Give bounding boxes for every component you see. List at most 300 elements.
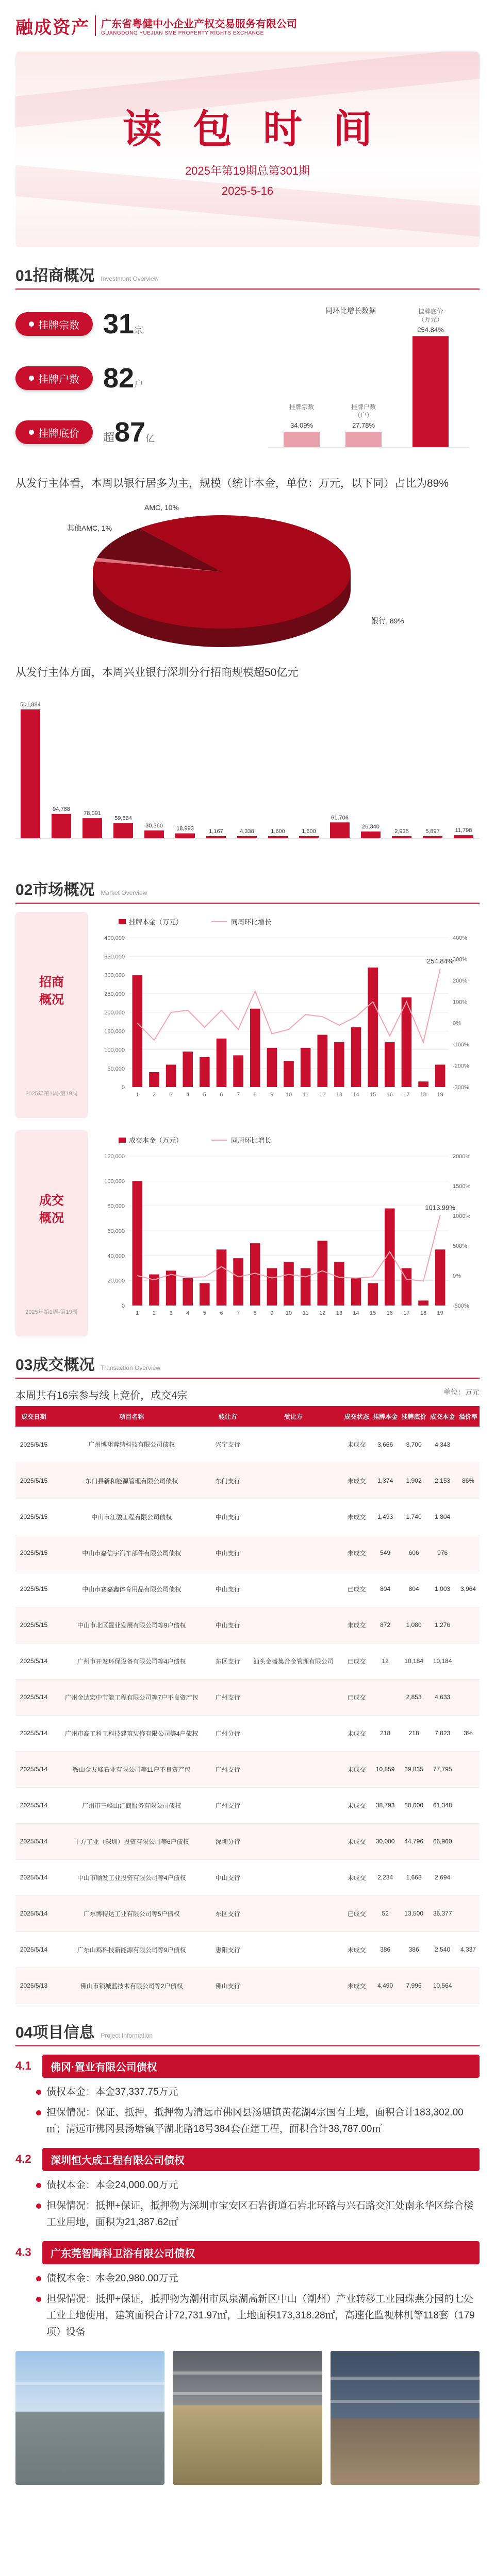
table-cell: 3,964 bbox=[457, 1571, 480, 1607]
kpi-label: 挂牌户数 bbox=[38, 374, 79, 385]
table-cell: 中山市江骏工程有限公司债权 bbox=[52, 1499, 211, 1535]
table-cell: 未成交 bbox=[342, 1787, 371, 1823]
table-cell: 1,493 bbox=[371, 1499, 400, 1535]
y-tick-right: -500% bbox=[453, 1303, 469, 1309]
y-tick-right: 0% bbox=[453, 1273, 461, 1279]
issuer-bar-label: 1,167 bbox=[209, 828, 223, 835]
table-cell: 1,804 bbox=[428, 1499, 457, 1535]
table-row bbox=[15, 1463, 480, 1499]
table-cell: 已成交 bbox=[342, 1679, 371, 1715]
table-cell bbox=[244, 1571, 342, 1607]
table-cell: 30,000 bbox=[400, 1787, 428, 1823]
table-cell: 66,960 bbox=[428, 1823, 457, 1859]
y-tick-right: -200% bbox=[453, 1063, 469, 1070]
table-cell bbox=[244, 1859, 342, 1895]
market-row-listing bbox=[15, 912, 480, 1118]
x-tick: 3 bbox=[169, 1310, 173, 1316]
table-cell bbox=[244, 1499, 342, 1535]
market-bar bbox=[133, 975, 143, 1088]
market-bar bbox=[418, 1081, 428, 1087]
table-cell: 中山市嘉信宇汽车部件有限公司债权 bbox=[52, 1535, 211, 1571]
table-cell: 10,859 bbox=[371, 1751, 400, 1787]
x-tick: 11 bbox=[302, 1092, 309, 1098]
annotation: 254.84% bbox=[427, 957, 454, 965]
table-cell: 2025/5/15 bbox=[15, 1535, 52, 1571]
table-row bbox=[15, 1787, 480, 1823]
table-cell: 未成交 bbox=[342, 1499, 371, 1535]
y-tick-right: -300% bbox=[453, 1084, 469, 1091]
logo-en: GUANGDONG YUEJIAN SME PROPERTY RIGHTS EXCHANGE bbox=[101, 30, 264, 36]
y-tick-right: 1500% bbox=[453, 1183, 471, 1190]
table-cell bbox=[244, 1463, 342, 1499]
table-cell: 2025/5/14 bbox=[15, 1859, 52, 1895]
market-bar bbox=[368, 1283, 378, 1306]
table-cell: 1,668 bbox=[400, 1859, 428, 1895]
table-cell: 中山支行 bbox=[211, 1859, 244, 1895]
table-cell: 872 bbox=[371, 1607, 400, 1643]
table-cell: 未成交 bbox=[342, 1607, 371, 1643]
table-cell: 中山市顺发工业投资有限公司等4户债权 bbox=[52, 1859, 211, 1895]
table-cell: 广州支行 bbox=[211, 1787, 244, 1823]
issuer-bar bbox=[423, 836, 442, 838]
table-cell: 东门支行 bbox=[211, 1463, 244, 1499]
legend-label: 挂牌本金（万元） bbox=[129, 918, 183, 926]
y-tick-right: 2000% bbox=[453, 1154, 471, 1160]
table-header-cell: 挂牌本金 bbox=[371, 1406, 400, 1427]
table-cell: 2025/5/15 bbox=[15, 1427, 52, 1463]
table-unit: 单位：万元 bbox=[443, 1388, 480, 1396]
table-cell: 中山支行 bbox=[211, 1535, 244, 1571]
dot-icon bbox=[29, 321, 34, 327]
table-cell: 77,795 bbox=[428, 1751, 457, 1787]
issuer-bar-label: 26,340 bbox=[362, 823, 380, 830]
issuer-bar bbox=[392, 836, 411, 838]
x-tick: 1 bbox=[136, 1092, 139, 1098]
table-cell: 已成交 bbox=[342, 1571, 371, 1607]
issuer-bar-label: 59,564 bbox=[114, 815, 132, 822]
table-cell: 44,796 bbox=[400, 1823, 428, 1859]
y-tick-left: 60,000 bbox=[107, 1228, 125, 1234]
x-tick: 7 bbox=[237, 1310, 240, 1316]
x-tick: 6 bbox=[220, 1092, 223, 1098]
table-cell: 4,633 bbox=[428, 1679, 457, 1715]
table-cell: 2025/5/15 bbox=[15, 1607, 52, 1643]
table-cell bbox=[457, 1535, 480, 1571]
market-bar bbox=[435, 1065, 446, 1088]
growth-bar-category: 挂牌宗数 bbox=[289, 403, 315, 411]
table-cell bbox=[457, 1679, 480, 1715]
x-tick: 14 bbox=[353, 1310, 359, 1316]
growth-bar bbox=[345, 432, 382, 447]
growth-bar-category: 挂牌底价 bbox=[418, 308, 443, 315]
table-cell bbox=[457, 1643, 480, 1679]
x-tick: 12 bbox=[319, 1092, 326, 1098]
table-cell: 广东博特达工业有限公司等5户债权 bbox=[52, 1895, 211, 1931]
table-cell bbox=[457, 1787, 480, 1823]
table-row bbox=[15, 1715, 480, 1751]
section-title: 04项目信息 bbox=[15, 2024, 95, 2041]
table-row bbox=[15, 1751, 480, 1787]
project-head bbox=[15, 2055, 480, 2078]
table-cell bbox=[244, 1787, 342, 1823]
y-tick-right: 0% bbox=[453, 1020, 461, 1027]
x-tick: 9 bbox=[270, 1310, 274, 1316]
growth-bar bbox=[412, 336, 449, 447]
y-tick-left: 0 bbox=[121, 1084, 125, 1091]
market-bar bbox=[284, 1061, 294, 1087]
market-bar bbox=[334, 1262, 344, 1306]
table-cell: 386 bbox=[400, 1931, 428, 1968]
y-tick-right: -100% bbox=[453, 1042, 469, 1048]
growth-bar-label: 254.84% bbox=[417, 326, 444, 334]
issuer-bar bbox=[299, 836, 319, 838]
hero-issue: 2025年第19期总第301期 bbox=[185, 164, 310, 177]
legend-label: 成交本金（万元） bbox=[129, 1137, 183, 1144]
table-cell: 3% bbox=[457, 1715, 480, 1751]
project-title: 佛冈·置业有限公司债权 bbox=[42, 2055, 480, 2078]
market-bar bbox=[217, 1249, 227, 1306]
table-cell: 2,234 bbox=[371, 1859, 400, 1895]
table-row bbox=[15, 1607, 480, 1643]
y-tick-left: 150,000 bbox=[104, 1028, 125, 1035]
market-bar bbox=[133, 1181, 143, 1306]
table-cell: 2025/5/14 bbox=[15, 1679, 52, 1715]
table-cell: 10,564 bbox=[428, 1968, 457, 2004]
table-cell: 30,000 bbox=[371, 1823, 400, 1859]
pie-label: 银行, 89% bbox=[371, 617, 404, 625]
table-cell: 2025/5/14 bbox=[15, 1787, 52, 1823]
issuer-bar bbox=[52, 814, 71, 838]
issuer-bar-label: 501,884 bbox=[20, 702, 41, 708]
market-bar bbox=[368, 968, 378, 1087]
table-cell: 兴宁支行 bbox=[211, 1427, 244, 1463]
chart-legend: 同环比增长数据 bbox=[325, 307, 376, 315]
table-note bbox=[15, 1387, 480, 1402]
table-cell: 52 bbox=[371, 1895, 400, 1931]
project-detail-item: 担保情况：抵押+保证，抵押物为深圳市宝安区石岩街道石岩北环路与兴石路交汇处南永华区综合楼工业用地，面积为21,387.62㎡ bbox=[46, 2198, 480, 2231]
table-cell: 鞍山金友峰石业有限公司等11户不良资产包 bbox=[52, 1751, 211, 1787]
project-detail-item: 债权本金：本金37,337.75万元 bbox=[46, 2084, 480, 2100]
table-row bbox=[15, 1427, 480, 1463]
x-tick: 13 bbox=[336, 1092, 343, 1098]
x-tick: 3 bbox=[169, 1092, 173, 1098]
issuer-bar-label: 5,897 bbox=[425, 828, 440, 835]
table-row bbox=[15, 1823, 480, 1859]
table-cell: 未成交 bbox=[342, 1751, 371, 1787]
y-tick-left: 350,000 bbox=[104, 954, 125, 960]
table-cell: 2025/5/14 bbox=[15, 1931, 52, 1968]
market-side-listing bbox=[15, 912, 88, 1118]
table-cell: 中山市赛嘉鑫体育用品有限公司债权 bbox=[52, 1571, 211, 1607]
market-bar bbox=[200, 1283, 210, 1306]
table-cell: 1,276 bbox=[428, 1607, 457, 1643]
table-cell bbox=[371, 1679, 400, 1715]
project-detail-item: 担保情况：抵押+保证，抵押物为潮州市凤泉湖高新区中山（潮州）产业转移工业园珠燕分园的七处工业土地使用，建筑面积合计72,731.97㎡，土地面积173,318.28㎡，高速化监视林机等118套（179项）设备 bbox=[46, 2291, 480, 2341]
table-cell: 东区支行 bbox=[211, 1643, 244, 1679]
market-bar bbox=[267, 1268, 277, 1306]
issuer-bar-label: 1,600 bbox=[271, 828, 285, 835]
growth-bar-category: 挂牌户数 bbox=[351, 403, 376, 411]
table-row bbox=[15, 1859, 480, 1895]
table-cell bbox=[457, 1427, 480, 1463]
market-bar bbox=[317, 1035, 327, 1088]
x-tick: 9 bbox=[270, 1092, 274, 1098]
market-bar bbox=[250, 1009, 260, 1087]
table-cell: 2025/5/15 bbox=[15, 1463, 52, 1499]
market-bar bbox=[183, 1278, 193, 1306]
issuer-bar-label: 1,600 bbox=[302, 828, 316, 835]
table-row bbox=[15, 1535, 480, 1571]
logo bbox=[15, 13, 297, 39]
y-tick-left: 0 bbox=[121, 1303, 125, 1309]
table-header-cell: 成交日期 bbox=[15, 1406, 52, 1427]
section-subtitle: Market Overview bbox=[101, 889, 147, 896]
market-bar bbox=[351, 1027, 361, 1087]
table-cell: 2025/5/14 bbox=[15, 1715, 52, 1751]
kpi-value: 82 bbox=[103, 363, 135, 394]
table-cell bbox=[457, 1968, 480, 2004]
y-tick-left: 80,000 bbox=[107, 1203, 125, 1210]
table-cell: 1,080 bbox=[400, 1607, 428, 1643]
kpi-prefix: 超 bbox=[103, 431, 115, 444]
market-bar bbox=[351, 1278, 361, 1306]
table-cell: 已成交 bbox=[342, 1643, 371, 1679]
kpi-label: 挂牌底价 bbox=[38, 428, 79, 439]
kpi-badge bbox=[15, 420, 93, 444]
kpi-badge bbox=[15, 366, 93, 390]
table-cell: 佛山市锁城蓝技术有限公司等2户债权 bbox=[52, 1968, 211, 2004]
table-cell: 2025/5/14 bbox=[15, 1823, 52, 1859]
table-header-cell: 挂牌底价 bbox=[400, 1406, 428, 1427]
table-cell: 十方工业（深圳）投资有限公司等6户债权 bbox=[52, 1823, 211, 1859]
table-cell: 未成交 bbox=[342, 1715, 371, 1751]
table-cell: 东门县新和能源管理有限公司债权 bbox=[52, 1463, 211, 1499]
table-cell: 惠阳支行 bbox=[211, 1931, 244, 1968]
kpi-label: 挂牌宗数 bbox=[38, 319, 79, 331]
x-tick: 5 bbox=[203, 1310, 206, 1316]
table-cell: 广州市开发环保设备有限公司等4户债权 bbox=[52, 1643, 211, 1679]
table-cell bbox=[457, 1751, 480, 1787]
market-bar bbox=[267, 1048, 277, 1087]
project-number: 4.3 bbox=[15, 2246, 31, 2259]
issuer-bar bbox=[454, 835, 473, 838]
table-cell: 549 bbox=[371, 1535, 400, 1571]
issuer-bar bbox=[144, 831, 164, 838]
project-detail-item: 债权本金：本金24,000.00万元 bbox=[46, 2177, 480, 2194]
market-bar bbox=[334, 1042, 344, 1087]
x-tick: 16 bbox=[386, 1092, 393, 1098]
x-tick: 4 bbox=[186, 1310, 190, 1316]
x-tick: 10 bbox=[285, 1092, 292, 1098]
project-photos bbox=[15, 2351, 480, 2485]
x-tick: 8 bbox=[253, 1092, 257, 1098]
table-row bbox=[15, 1679, 480, 1715]
x-tick: 14 bbox=[353, 1092, 359, 1098]
table-cell: 广州市高工科工科技建筑装修有限公司等4户债权 bbox=[52, 1715, 211, 1751]
table-header-cell: 项目名称 bbox=[52, 1406, 211, 1427]
table-cell: 12 bbox=[371, 1643, 400, 1679]
table-cell: 804 bbox=[371, 1571, 400, 1607]
x-tick: 12 bbox=[319, 1310, 326, 1316]
table-cell bbox=[244, 1931, 342, 1968]
table-cell: 38,793 bbox=[371, 1787, 400, 1823]
market-bar bbox=[435, 1249, 446, 1306]
issuer-bar bbox=[206, 836, 226, 838]
table-cell: 广州分行 bbox=[211, 1715, 244, 1751]
section-title: 03成交概况 bbox=[15, 1357, 95, 1374]
table-cell: 广州市三峰山汇商服务有限公司债权 bbox=[52, 1787, 211, 1823]
y-tick-left: 200,000 bbox=[104, 1010, 125, 1016]
table-cell: 218 bbox=[400, 1715, 428, 1751]
table-cell: 东区支行 bbox=[211, 1895, 244, 1931]
x-tick: 1 bbox=[136, 1310, 139, 1316]
annotation: 1013.99% bbox=[425, 1204, 455, 1212]
kpi-floor-price bbox=[15, 416, 155, 448]
growth-bar-chart bbox=[248, 298, 480, 468]
issuer-bar bbox=[361, 832, 381, 838]
issuer-bar-label: 61,706 bbox=[331, 815, 349, 821]
y-tick-left: 400,000 bbox=[104, 935, 125, 941]
table-cell bbox=[244, 1607, 342, 1643]
x-tick: 18 bbox=[420, 1092, 427, 1098]
market-side-deal bbox=[15, 1130, 88, 1336]
growth-bar-category: （万元） bbox=[418, 316, 443, 324]
table-cell bbox=[244, 1427, 342, 1463]
table-cell: 13,500 bbox=[400, 1895, 428, 1931]
legend-swatch bbox=[119, 919, 126, 924]
kpi-unit: 亿 bbox=[145, 433, 155, 444]
table-cell: 218 bbox=[371, 1715, 400, 1751]
table-row bbox=[15, 1643, 480, 1679]
x-tick: 6 bbox=[220, 1310, 223, 1316]
growth-bar-category: （户） bbox=[354, 412, 373, 419]
table-cell: 1,740 bbox=[400, 1499, 428, 1535]
section-title: 01招商概况 bbox=[15, 267, 95, 284]
issuer-bar bbox=[82, 818, 102, 838]
table-cell: 未成交 bbox=[342, 1535, 371, 1571]
market-bar bbox=[217, 1039, 227, 1087]
hero-banner bbox=[15, 52, 480, 247]
y-tick-left: 20,000 bbox=[107, 1278, 125, 1284]
market-bar bbox=[385, 1042, 395, 1087]
project-card bbox=[15, 2148, 480, 2231]
logo-divider bbox=[95, 15, 96, 36]
project-card bbox=[15, 2055, 480, 2138]
project-number: 4.2 bbox=[15, 2153, 31, 2165]
table-cell: 未成交 bbox=[342, 1859, 371, 1895]
project-card bbox=[15, 2241, 480, 2341]
project-detail-item: 担保情况：保证、抵押，抵押物为清远市佛冈县汤塘镇黄花湖4宗国有土地，面积合计183,302.00㎡；清远市佛冈县汤塘镇平湖北路18号384套在建工程，面积合计38,787.00㎡ bbox=[46, 2105, 480, 2138]
table-cell: 未成交 bbox=[342, 1968, 371, 2004]
table-cell: 2,153 bbox=[428, 1463, 457, 1499]
market-side-label: 招商 概况 bbox=[39, 975, 64, 1007]
table-cell bbox=[457, 1823, 480, 1859]
project-details bbox=[15, 2084, 480, 2138]
table-cell: 已成交 bbox=[342, 1895, 371, 1931]
kpi-badge bbox=[15, 312, 93, 336]
x-tick: 18 bbox=[420, 1310, 427, 1316]
table-cell: 1,003 bbox=[428, 1571, 457, 1607]
market-bar bbox=[301, 1268, 311, 1306]
investment-overview bbox=[15, 298, 480, 468]
table-cell: 广东山鸡科技新能源有限公司等9户债权 bbox=[52, 1931, 211, 1968]
y-tick-right: 300% bbox=[453, 956, 468, 963]
table-cell: 2025/5/15 bbox=[15, 1571, 52, 1607]
deal-combo-chart bbox=[88, 1130, 480, 1336]
y-tick-left: 100,000 bbox=[104, 1178, 125, 1185]
kpi-unit: 户 bbox=[134, 379, 144, 389]
kpi-listings bbox=[15, 308, 143, 340]
x-tick: 10 bbox=[285, 1310, 292, 1316]
table-cell bbox=[244, 1715, 342, 1751]
market-bar bbox=[317, 1241, 327, 1306]
table-body bbox=[15, 1427, 480, 2004]
project-head bbox=[15, 2148, 480, 2171]
y-tick-right: 200% bbox=[453, 977, 468, 984]
x-tick: 19 bbox=[437, 1310, 443, 1316]
project-details bbox=[15, 2177, 480, 2231]
market-chart-deal bbox=[88, 1130, 480, 1336]
kpi-value: 87 bbox=[114, 417, 146, 448]
market-bar bbox=[233, 1055, 243, 1087]
y-tick-right: 100% bbox=[453, 999, 468, 1006]
table-cell: 804 bbox=[400, 1571, 428, 1607]
table-cell: 2,540 bbox=[428, 1931, 457, 1968]
section-title: 02市场概况 bbox=[15, 882, 95, 899]
dot-icon bbox=[29, 430, 34, 435]
x-tick: 19 bbox=[437, 1092, 443, 1098]
table-cell bbox=[457, 1859, 480, 1895]
pie-chart-box bbox=[15, 500, 480, 657]
table-cell: 2025/5/13 bbox=[15, 1968, 52, 2004]
issuer-bar-box bbox=[15, 689, 480, 861]
table-cell: 3,666 bbox=[371, 1427, 400, 1463]
kpi-households bbox=[15, 362, 143, 394]
paragraph-issuer-type: 从发行主体看，本周以银行居多为主，规模（统计本金，单位：万元，以下同）占比为89% bbox=[15, 478, 449, 489]
table-header-cell: 受让方 bbox=[244, 1406, 342, 1427]
table-cell: 中山市北区置业发展有限公司等9户债权 bbox=[52, 1607, 211, 1643]
issuer-bar-label: 18,993 bbox=[176, 825, 194, 832]
x-tick: 2 bbox=[152, 1092, 156, 1098]
table-cell: 佛山支行 bbox=[211, 1968, 244, 2004]
table-cell: 386 bbox=[371, 1931, 400, 1968]
issuer-bar bbox=[330, 822, 350, 838]
table-cell: 广州金达宏中节能工程有限公司等7户不良资产包 bbox=[52, 1679, 211, 1715]
table-cell: 10,184 bbox=[400, 1643, 428, 1679]
table-cell bbox=[457, 1607, 480, 1643]
table-cell: 中山支行 bbox=[211, 1499, 244, 1535]
dot-icon bbox=[29, 376, 34, 381]
section-header-investment bbox=[15, 263, 480, 290]
factory-interior-photo bbox=[173, 2351, 322, 2485]
logo-sub bbox=[101, 15, 297, 36]
section-subtitle: Transaction Overview bbox=[101, 1364, 160, 1371]
issuer-bar bbox=[175, 834, 195, 838]
logo-cn: 广东省粤健中小企业产权交易服务有限公司 bbox=[101, 19, 297, 30]
table-cell: 汕头金盛集合金管理有限公司 bbox=[244, 1643, 342, 1679]
table-cell: 2025/5/14 bbox=[15, 1643, 52, 1679]
table-cell: 未成交 bbox=[342, 1931, 371, 1968]
project-number: 4.1 bbox=[15, 2059, 31, 2072]
deals-table bbox=[15, 1406, 480, 2004]
market-bar bbox=[301, 1048, 311, 1087]
table-header-cell: 转让方 bbox=[211, 1406, 244, 1427]
section-header-market bbox=[15, 877, 480, 904]
kpi-unit: 宗 bbox=[134, 325, 144, 335]
x-tick: 17 bbox=[403, 1310, 410, 1316]
issuer-bar-chart bbox=[15, 689, 480, 859]
project-details bbox=[15, 2270, 480, 2341]
